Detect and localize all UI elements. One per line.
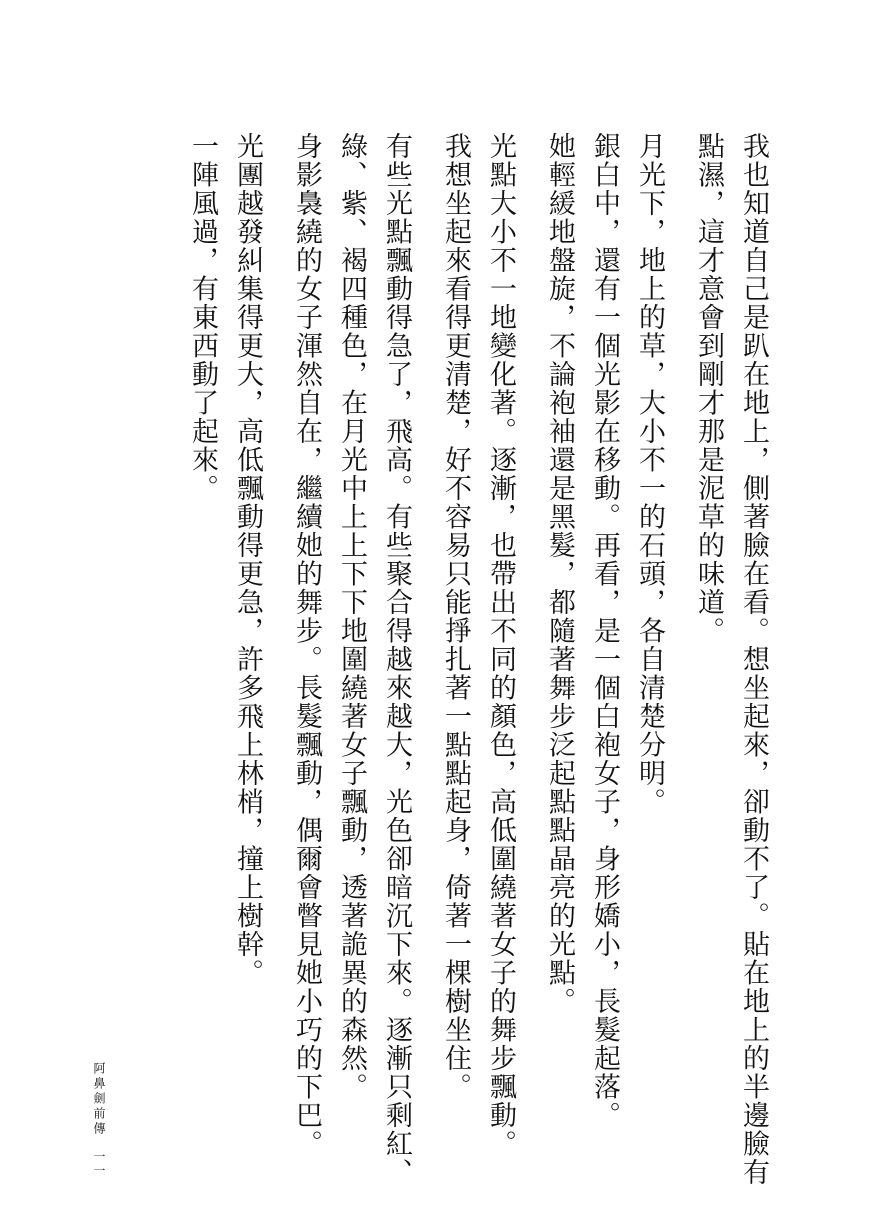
page-number: 一一 xyxy=(92,1150,106,1178)
text-line: 身影裊繞的女子渾然自在，繼續她的舞步。長髮飄動，偶爾會瞥見她小巧的下巴。 xyxy=(291,132,322,1158)
text-line: 一陣風過，有東西動了起來。 xyxy=(187,132,218,503)
text-line: 光團越發糾集得更大，高低飄動得更急，許多飛上林梢，撞上樹幹。 xyxy=(232,132,263,987)
text-line: 銀白中，還有一個光影在移動。再看，是一個白袍女子，身形嬌小，長髮起落。 xyxy=(589,132,620,1130)
body-text xyxy=(180,132,776,1187)
text-line: 她輕緩地盤旋，不論袍袖還是黑髮，都隨著舞步泛起點點晶亮的光點。 xyxy=(544,132,575,1016)
text-line: 點濕，這才意會到剛才那是泥草的味道。 xyxy=(693,132,724,645)
text-line: 有些光點飄動得急了，飛高。有些聚合得越來越大，光色卻暗沉下來。逐漸只剩紅、 xyxy=(381,132,412,1187)
text-line: 綠、紫、褐四種色，在月光中上上下下地圍繞著女子飄動，透著詭異的森然。 xyxy=(336,132,367,1101)
text-line: 我想坐起來看得更清楚，好不容易只能掙扎著一點點起身，倚著一棵樹坐住。 xyxy=(440,132,471,1101)
text-line: 我也知道自己是趴在地上，側著臉在看。想坐起來，卻動不了。貼在地上的半邊臉有 xyxy=(738,132,769,1187)
text-line: 月光下，地上的草，大小不一的石頭，各自清楚分明。 xyxy=(634,132,665,816)
text-line: 光點大小不一地變化著。逐漸，也帶出不同的顏色，高低圍繞著女子的舞步飄動。 xyxy=(485,132,516,1158)
running-title: 阿鼻劍前傳 xyxy=(92,1062,106,1137)
